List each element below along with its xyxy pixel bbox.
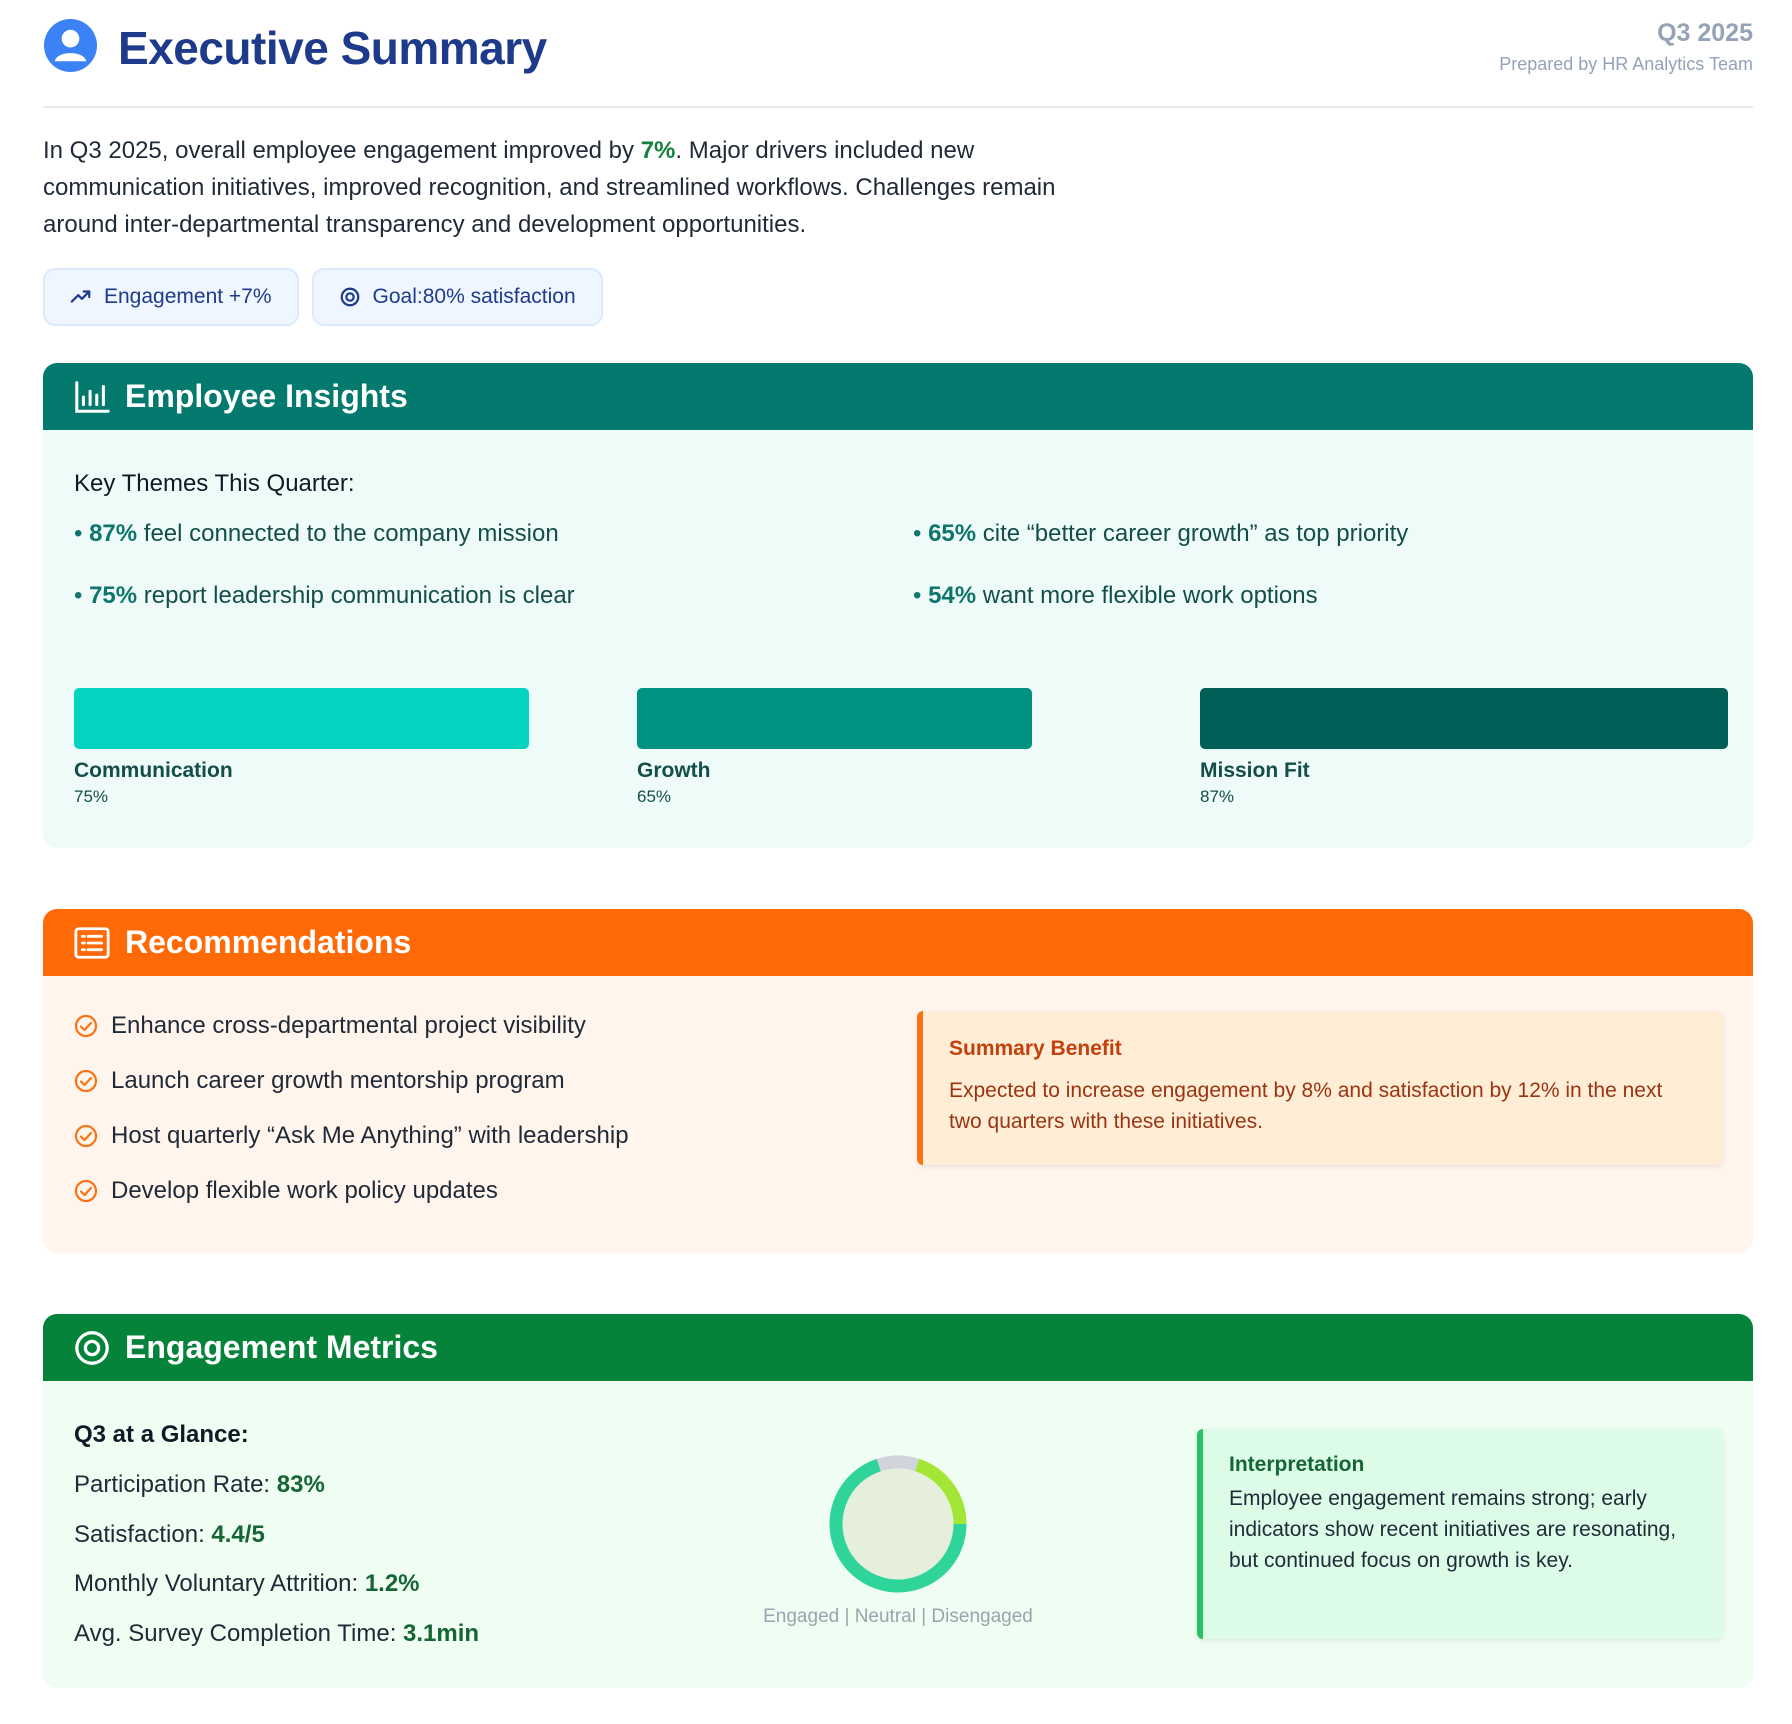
bar-value-communication: 75%	[74, 787, 109, 806]
bar-communication	[74, 688, 529, 807]
recommendation-text: Launch career growth mentorship program	[111, 1067, 565, 1094]
intro-text-start: In Q3 2025, overall employee engagement improved by	[43, 137, 641, 164]
metric-label: Monthly Voluntary Attrition:	[74, 1570, 365, 1597]
summary-benefit-title: Summary Benefit	[949, 1037, 1122, 1060]
engagement-metrics-header	[43, 1314, 1753, 1381]
engagement-metrics-title: Engagement Metrics	[125, 1329, 438, 1365]
metric-label: Avg. Survey Completion Time:	[74, 1620, 404, 1647]
employee-insights-title: Employee Insights	[125, 378, 408, 414]
engagement-chip	[43, 268, 299, 326]
interpretation-callout	[1197, 1429, 1723, 1639]
check-circle-icon	[74, 1179, 98, 1203]
bar-value-mission-fit: 87%	[1200, 787, 1235, 806]
bar-mission-fit	[1200, 688, 1728, 807]
list-icon	[73, 924, 111, 962]
engagement-metrics-body	[43, 1381, 1753, 1688]
theme-bullet-pct: 75%	[89, 582, 138, 609]
prepared-by: Prepared by HR Analytics Team	[1499, 54, 1753, 74]
metric-label: Participation Rate:	[74, 1471, 277, 1498]
theme-bullet: • 75% report leadership communication is clear	[74, 582, 575, 609]
bar-fill-mission-fit	[1200, 688, 1728, 749]
glance-title: Q3 at a Glance:	[74, 1421, 249, 1448]
header-meta	[1499, 18, 1753, 75]
intro-highlight: 7%	[640, 137, 676, 164]
metric-value: 4.4/5	[211, 1521, 265, 1548]
recommendation-item	[74, 1012, 586, 1040]
engagement-chip-label: Engagement +7%	[104, 285, 272, 308]
employee-insights-body	[43, 430, 1753, 848]
interpretation-title: Interpretation	[1229, 1453, 1365, 1476]
engagement-metrics-section	[43, 1314, 1753, 1688]
recommendations-title: Recommendations	[125, 924, 412, 960]
metric-label: Satisfaction:	[74, 1521, 212, 1548]
bar-label-mission-fit: Mission Fit	[1200, 759, 1310, 782]
metric-participation	[74, 1471, 325, 1499]
interpretation-text: Employee engagement remains strong; early indicators show recent initiatives are resonating, but continued focus on growth is key.	[1229, 1487, 1677, 1572]
page-title: Executive Summary	[118, 22, 547, 74]
check-circle-icon	[74, 1014, 98, 1038]
theme-bullet-pct: 87%	[89, 520, 138, 547]
theme-bullet-text: feel connected to the company mission	[137, 520, 559, 547]
user-avatar-icon	[43, 18, 98, 73]
summary-benefit-callout	[917, 1011, 1723, 1165]
metric-value: 1.2%	[364, 1570, 420, 1597]
recommendation-text: Develop flexible work policy updates	[111, 1177, 498, 1204]
bar-chart-icon	[73, 378, 111, 416]
key-themes-title: Key Themes This Quarter:	[74, 470, 355, 497]
theme-bullet-text: report leadership communication is clear	[137, 582, 575, 609]
bar-label-growth: Growth	[637, 759, 711, 782]
engagement-donut-chart	[823, 1449, 973, 1599]
intro-paragraph	[43, 132, 1103, 243]
metric-value: 83%	[276, 1471, 325, 1498]
metric-satisfaction	[74, 1521, 265, 1549]
recommendation-item	[74, 1122, 629, 1150]
recommendation-text: Enhance cross-departmental project visibility	[111, 1012, 586, 1039]
bar-value-growth: 65%	[637, 787, 672, 806]
check-circle-icon	[74, 1124, 98, 1148]
target-icon	[339, 286, 361, 308]
bar-growth	[637, 688, 1032, 807]
recommendations-section	[43, 909, 1753, 1253]
employee-insights-header	[43, 363, 1753, 430]
donut-center	[843, 1469, 954, 1580]
metric-value: 3.1min	[403, 1620, 480, 1647]
bar-label-communication: Communication	[74, 759, 233, 782]
metric-completion-time	[74, 1620, 479, 1648]
metric-attrition	[74, 1570, 420, 1598]
donut-svg	[823, 1449, 973, 1599]
goal-chip	[312, 268, 603, 326]
recommendations-header	[43, 909, 1753, 976]
recommendations-body	[43, 976, 1753, 1253]
theme-bullet-text: cite “better career growth” as top priority	[976, 520, 1409, 547]
theme-bullet-pct: 54%	[928, 582, 977, 609]
page-header	[43, 18, 1753, 108]
recommendation-text: Host quarterly “Ask Me Anything” with leadership	[111, 1122, 629, 1149]
summary-benefit-text: Expected to increase engagement by 8% and satisfaction by 12% in the next two quarters with these initiatives.	[949, 1079, 1663, 1133]
intro-text-end: . Major drivers included new communication initiatives, improved recognition, and streamlined workflows. Challenges remain around inter-departmental transparency and development opportunities.	[43, 137, 1056, 238]
theme-bullet-text: want more flexible work options	[976, 582, 1318, 609]
check-circle-icon	[74, 1069, 98, 1093]
target-icon	[73, 1329, 111, 1367]
quarter-label: Q3 2025	[1657, 19, 1753, 47]
recommendation-item	[74, 1067, 565, 1095]
bar-fill-communication	[74, 688, 529, 749]
donut-slice-neutral	[879, 1462, 917, 1465]
bar-fill-growth	[637, 688, 1032, 749]
theme-bullet: • 65% cite “better career growth” as top priority	[913, 520, 1409, 547]
theme-bullet: • 54% want more flexible work options	[913, 582, 1318, 609]
summary-chips	[43, 268, 603, 326]
employee-insights-section	[43, 363, 1753, 848]
recommendation-item	[74, 1177, 498, 1205]
theme-bullet: • 87% feel connected to the company mission	[74, 520, 559, 547]
trending-up-icon	[70, 286, 92, 308]
goal-chip-label: Goal:80% satisfaction	[372, 285, 576, 308]
donut-legend: Engaged | Neutral | Disengaged	[763, 1606, 1033, 1627]
theme-bullet-pct: 65%	[928, 520, 977, 547]
